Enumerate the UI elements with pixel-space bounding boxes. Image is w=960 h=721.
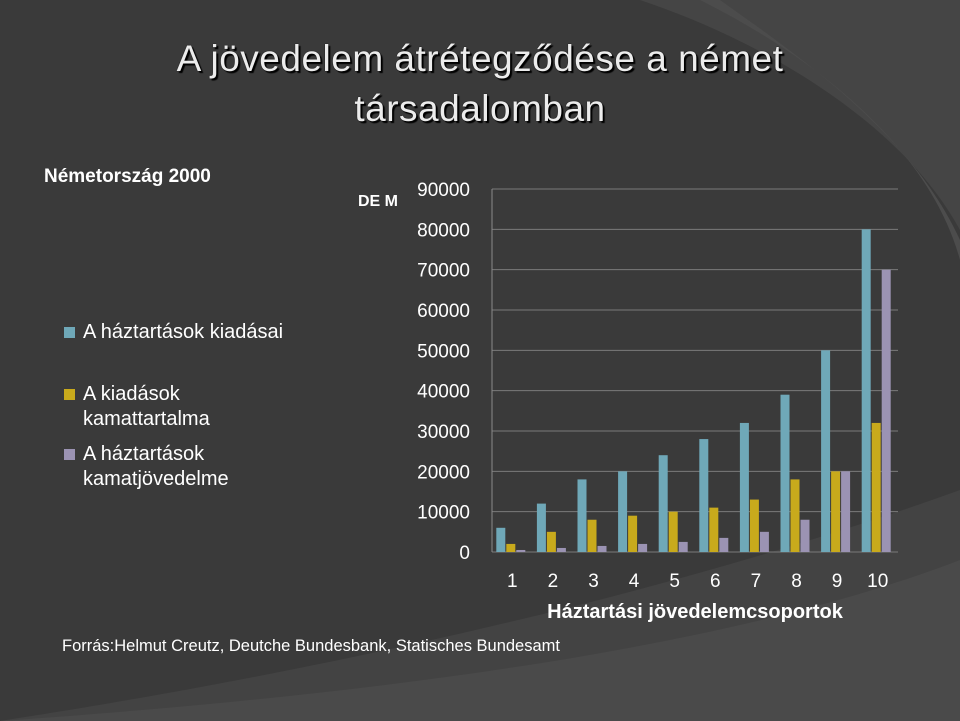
bar-series-1-cat-4	[618, 471, 627, 552]
x-tick-label: 2	[547, 571, 559, 592]
bar-series-3-cat-8	[801, 520, 810, 552]
y-tick-label: 40000	[417, 381, 470, 403]
y-tick-label: 20000	[417, 462, 470, 484]
bar-series-2-cat-6	[709, 508, 718, 552]
x-tick-label: 6	[710, 571, 721, 592]
bar-series-1-cat-10	[862, 229, 871, 552]
bar-series-1-cat-7	[740, 423, 749, 552]
bar-series-3-cat-10	[882, 270, 891, 552]
y-tick-label: 60000	[417, 301, 470, 322]
bar-series-2-cat-1	[506, 544, 515, 552]
bar-series-2-cat-7	[750, 500, 759, 552]
bar-series-3-cat-9	[841, 471, 850, 552]
legend-label-kamattartalma: A kiadások kamattartalma	[83, 383, 210, 430]
bar-series-3-cat-6	[719, 538, 728, 552]
bar-series-1-cat-3	[578, 479, 587, 552]
title-line-1: A jövedelem átrétegződése a német	[176, 38, 784, 79]
bar-series-3-cat-5	[679, 542, 688, 552]
title-line-2: társadalomban	[354, 88, 606, 129]
x-tick-label: 8	[791, 571, 802, 592]
y-tick-label: 70000	[417, 260, 470, 282]
bar-series-2-cat-4	[628, 516, 637, 552]
x-tick-label: 3	[588, 571, 599, 592]
bar-series-3-cat-2	[557, 548, 566, 552]
bar-series-1-cat-1	[496, 528, 505, 552]
chart-subtitle: Németország 2000	[44, 166, 211, 187]
bar-series-1-cat-8	[781, 395, 790, 552]
legend-label-kamatjovedelme: A háztartások kamatjövedelme	[83, 443, 229, 490]
y-tick-label: 0	[459, 543, 470, 564]
legend-label-kiadasai: A háztartások kiadásai	[83, 321, 284, 343]
bar-series-2-cat-3	[588, 520, 597, 552]
x-tick-label: 10	[867, 571, 889, 592]
y-tick-label: 10000	[417, 502, 470, 524]
x-tick-label: 7	[750, 571, 762, 592]
bar-series-2-cat-2	[547, 532, 556, 552]
y-tick-label: 80000	[417, 220, 470, 242]
x-tick-label: 9	[831, 571, 843, 592]
x-tick-label: 4	[628, 571, 640, 592]
y-tick-label: 50000	[417, 341, 470, 363]
bar-series-1-cat-6	[699, 439, 708, 552]
bar-series-1-cat-2	[537, 504, 546, 552]
x-tick-label: 5	[669, 571, 680, 592]
bar-series-2-cat-10	[872, 423, 881, 552]
bar-series-2-cat-9	[831, 471, 840, 552]
y-tick-label: 90000	[417, 180, 470, 201]
x-tick-label: 1	[507, 571, 518, 592]
x-axis-title: Háztartási jövedelemcsoportok	[547, 601, 843, 623]
bar-series-1-cat-5	[659, 455, 668, 552]
bar-series-3-cat-7	[760, 532, 769, 552]
bar-series-2-cat-8	[791, 479, 800, 552]
bar-series-3-cat-4	[638, 544, 647, 552]
source-citation: Forrás:Helmut Creutz, Deutche Bundesbank, Statisches Bundesamt	[62, 637, 560, 655]
y-axis-unit-label: DE M	[358, 193, 398, 210]
bar-series-1-cat-9	[821, 350, 830, 552]
y-tick-label: 30000	[417, 422, 470, 443]
bar-series-2-cat-5	[669, 512, 678, 552]
bar-series-3-cat-1	[516, 550, 525, 552]
bar-series-3-cat-3	[598, 546, 607, 552]
